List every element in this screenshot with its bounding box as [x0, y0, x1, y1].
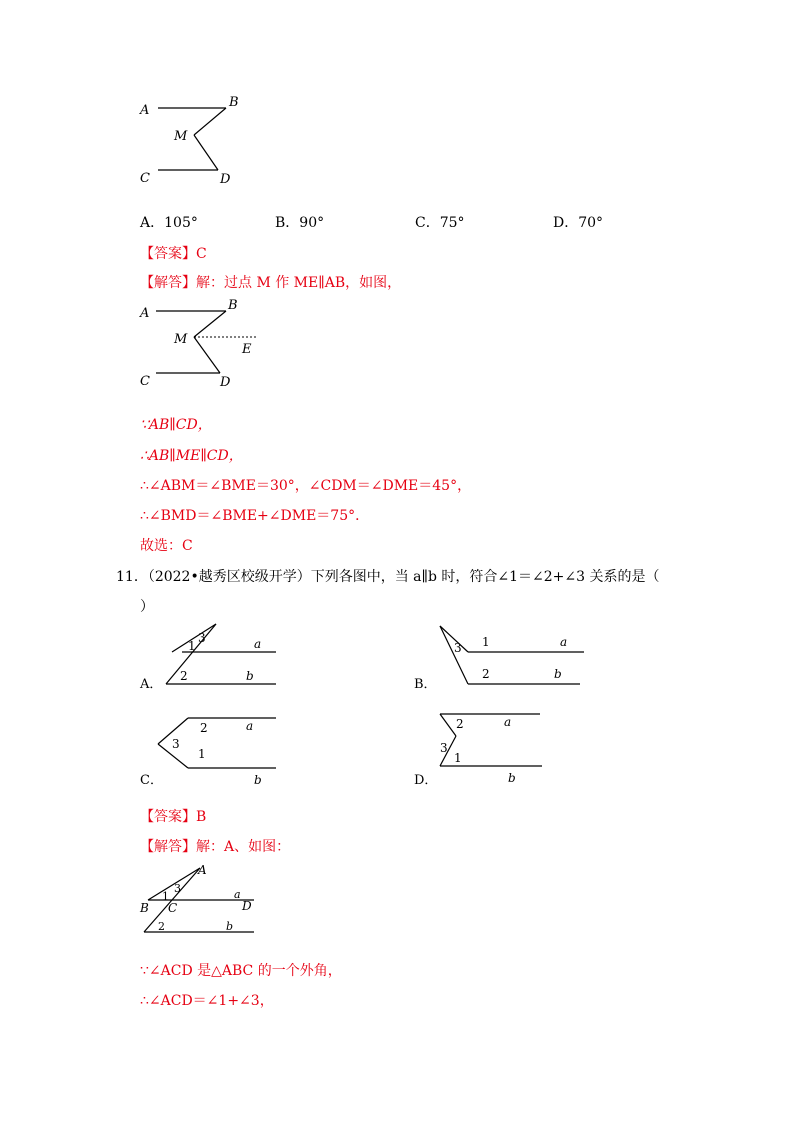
option-a: A．105° [140, 215, 198, 231]
line-b-label: b [246, 669, 254, 683]
question-11-stem-end: ） [140, 599, 154, 615]
option-label: B． [414, 677, 437, 692]
step-1: ∵∠ACD 是△ABC 的一个外角， [140, 963, 342, 979]
angle-2-label: 2 [158, 920, 165, 933]
step-5: 故选：C [140, 538, 193, 554]
label-a: A [140, 103, 150, 118]
answer-line: 【答案】B [140, 809, 207, 825]
line-a-label: a [234, 888, 241, 901]
figure-option-a [136, 620, 286, 695]
angle-1-label: 1 [482, 635, 490, 649]
line-a-label: a [504, 715, 512, 729]
label-d: D [220, 172, 231, 187]
angle-3-label: 3 [172, 737, 180, 751]
label-b: B [228, 298, 238, 313]
figure-option-d [412, 706, 552, 790]
label-c: C [168, 901, 178, 915]
question-11-stem: 11．（2022•越秀区校级开学）下列各图中，当 a∥b 时，符合∠1＝∠2+∠3 关系的是（ [116, 569, 660, 585]
line-b-label: b [554, 667, 562, 681]
label-a: A [198, 863, 207, 877]
step-3: ∴∠ABM＝∠BME＝30°，∠CDM＝∠DME＝45°， [140, 478, 472, 494]
step-2: ∴∠ACD＝∠1+∠3， [140, 993, 274, 1009]
step-1: ∵AB∥CD， [140, 417, 212, 433]
label-m: M [174, 332, 188, 347]
option-label: C． [140, 773, 163, 788]
angle-3-label: 3 [174, 882, 181, 895]
label-d: D [220, 375, 231, 390]
label-e: E [242, 342, 252, 357]
option-c: C．75° [415, 215, 465, 231]
step-2: ∴AB∥ME∥CD， [140, 448, 243, 464]
angle-2-label: 2 [456, 717, 464, 731]
option-d: D．70° [553, 215, 604, 231]
solution-intro: 【解答】解：过点 M 作 ME∥AB，如图， [140, 275, 402, 291]
figure-option-c [136, 710, 286, 790]
figure-solution-a [134, 858, 274, 938]
line-a-label: a [254, 637, 262, 651]
label-b: B [229, 95, 239, 110]
angle-1-label: 1 [198, 747, 206, 761]
option-label: A． [140, 677, 163, 692]
label-m: M [174, 129, 188, 144]
figure-option-b [412, 620, 592, 695]
label-d: D [242, 899, 252, 913]
angle-1-label: 1 [454, 751, 462, 765]
line-a-label: a [560, 635, 568, 649]
angle-1-label: 1 [188, 639, 196, 653]
line-b-label: b [254, 773, 262, 787]
step-4: ∴∠BMD＝∠BME+∠DME＝75°． [140, 508, 370, 524]
angle-3-label: 3 [440, 741, 448, 755]
angle-2-label: 2 [180, 669, 188, 683]
label-c: C [140, 171, 150, 186]
angle-2-label: 2 [482, 667, 490, 681]
figure-ab-cd-me [130, 293, 270, 393]
figure-ab-cd-m [130, 90, 260, 190]
line-a-label: a [246, 719, 254, 733]
solution-intro: 【解答】解：A、如图： [140, 839, 291, 855]
angle-2-label: 2 [200, 721, 208, 735]
label-a: A [140, 306, 150, 321]
option-b: B．90° [275, 215, 325, 231]
line-b-label: b [508, 771, 516, 785]
answer-line: 【答案】C [140, 246, 207, 262]
label-c: C [140, 374, 150, 389]
angle-3-label: 3 [198, 631, 206, 645]
label-b: B [140, 901, 149, 915]
angle-3-label: 3 [454, 641, 462, 655]
line-b-label: b [226, 920, 234, 933]
option-label: D． [414, 773, 438, 788]
angle-1-label: 1 [162, 890, 169, 903]
